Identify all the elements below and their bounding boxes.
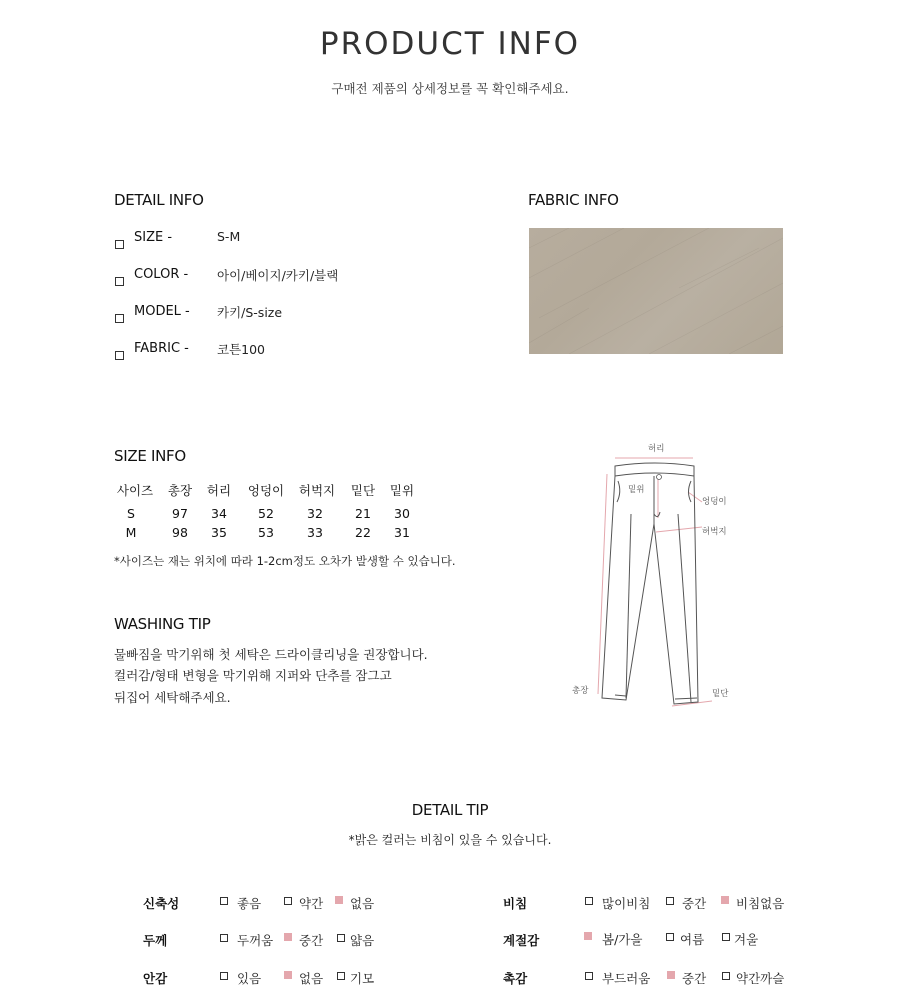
page-title: PRODUCT INFO	[319, 26, 581, 62]
diagram-label-thigh: 허벅지	[702, 527, 727, 537]
diagram-label-rise: 밑위	[628, 485, 645, 495]
washing-tip-line: 뒤집어 세탁해주세요.	[114, 690, 231, 705]
washing-tip-heading: WASHING TIP	[114, 615, 211, 633]
diagram-label-waist: 허리	[648, 444, 665, 454]
checkbox-filled-icon	[667, 971, 675, 979]
checkbox-empty-icon	[220, 972, 228, 980]
size-info-heading: SIZE INFO	[114, 447, 186, 465]
checkbox-icon	[115, 308, 124, 327]
tip-option: 좋음	[237, 896, 262, 911]
checkbox-empty-icon	[666, 897, 674, 905]
diagram-label-hip: 엉덩이	[702, 497, 727, 507]
tip-option: 중간	[682, 896, 707, 911]
tip-option: 많이비침	[602, 896, 651, 911]
detail-value-color: 아이/베이지/카키/블랙	[217, 268, 339, 283]
detail-value-fabric: 코튼100	[217, 342, 266, 357]
size-col-header: 밑위	[389, 483, 415, 498]
tip-option-selected: 봄/가을	[602, 932, 643, 947]
tip-option: 여름	[680, 932, 705, 947]
detail-label-size: SIZE -	[134, 230, 173, 245]
washing-tip-line: 물빠짐을 막기위해 첫 세탁은 드라이클리닝을 권장합니다.	[114, 647, 428, 662]
checkbox-icon	[115, 345, 124, 364]
tip-option: 약간	[299, 896, 324, 911]
checkbox-empty-icon	[284, 897, 292, 905]
tip-option: 기모	[350, 971, 375, 986]
size-col-header: 밑단	[350, 483, 376, 498]
diagram-label-hem: 밑단	[712, 689, 729, 699]
checkbox-empty-icon	[220, 897, 228, 905]
checkbox-empty-icon	[666, 933, 674, 941]
size-cell: 31	[394, 525, 410, 540]
button-icon	[657, 475, 662, 480]
size-cell: 97	[172, 506, 188, 521]
tip-label-lining: 안감	[143, 971, 168, 986]
checkbox-filled-icon	[584, 932, 592, 940]
tip-option: 약간까슬	[736, 971, 785, 986]
size-cell: 32	[307, 506, 323, 521]
tip-option-selected: 중간	[299, 933, 324, 948]
measure-lines	[598, 458, 712, 706]
checkbox-empty-icon	[722, 933, 730, 941]
diagram-label-length: 총장	[572, 686, 589, 696]
checkbox-icon	[115, 234, 124, 253]
tip-option-selected: 없음	[350, 896, 375, 911]
tip-option-selected: 비침없음	[736, 896, 785, 911]
tip-label-thickness: 두께	[143, 933, 168, 948]
size-col-header: 허리	[206, 483, 232, 498]
tip-label-sheerness: 비침	[503, 896, 528, 911]
fabric-info-heading: FABRIC INFO	[528, 191, 619, 209]
tip-label-season: 계절감	[503, 933, 540, 948]
detail-label-color: COLOR -	[134, 267, 189, 282]
tip-option: 부드러움	[602, 971, 651, 986]
size-cell: 21	[355, 506, 371, 521]
size-col-header: 허벅지	[298, 483, 336, 498]
detail-value-model: 카키/S-size	[217, 305, 283, 320]
tip-option: 겨울	[734, 932, 759, 947]
size-note: *사이즈는 재는 위치에 따라 1-2cm정도 오차가 발생할 수 있습니다.	[114, 554, 456, 568]
checkbox-empty-icon	[585, 897, 593, 905]
size-col-header: 사이즈	[116, 483, 154, 498]
size-cell: M	[125, 525, 137, 540]
size-cell: 34	[211, 506, 227, 521]
tip-option-selected: 없음	[299, 971, 324, 986]
checkbox-empty-icon	[722, 972, 730, 980]
checkbox-empty-icon	[337, 972, 345, 980]
size-cell: S	[127, 506, 135, 521]
size-cell: 52	[258, 506, 274, 521]
size-col-header: 총장	[167, 483, 193, 498]
checkbox-filled-icon	[721, 896, 729, 904]
size-cell: 53	[258, 525, 274, 540]
detail-tip-heading: DETAIL TIP	[411, 801, 489, 819]
checkbox-filled-icon	[284, 971, 292, 979]
tip-label-texture: 촉감	[503, 971, 528, 986]
pants-size-diagram	[560, 436, 740, 711]
tip-label-stretch: 신축성	[143, 896, 180, 911]
checkbox-filled-icon	[335, 896, 343, 904]
detail-info-heading: DETAIL INFO	[114, 191, 204, 209]
checkbox-icon	[115, 271, 124, 290]
detail-tip-note: *밝은 컬러는 비침이 있을 수 있습니다.	[348, 833, 552, 847]
tip-option: 얇음	[350, 933, 375, 948]
checkbox-empty-icon	[220, 934, 228, 942]
size-cell: 22	[355, 525, 371, 540]
tip-option: 두꺼움	[237, 933, 274, 948]
fabric-swatch-image	[529, 228, 783, 354]
checkbox-empty-icon	[585, 972, 593, 980]
size-cell: 30	[394, 506, 410, 521]
size-cell: 98	[172, 525, 188, 540]
size-col-header: 엉덩이	[247, 483, 285, 498]
tip-option: 있음	[237, 971, 262, 986]
detail-value-size: S-M	[217, 229, 241, 244]
size-cell: 35	[211, 525, 227, 540]
pants-outline	[602, 463, 698, 704]
detail-label-fabric: FABRIC -	[134, 341, 189, 356]
detail-label-model: MODEL -	[134, 304, 190, 319]
tip-option-selected: 중간	[682, 971, 707, 986]
page-subtitle: 구매전 제품의 상세정보를 꼭 확인해주세요.	[331, 81, 569, 96]
washing-tip-line: 컬러감/형태 변형을 막기위해 지퍼와 단추를 잠그고	[114, 668, 392, 683]
checkbox-empty-icon	[337, 934, 345, 942]
size-cell: 33	[307, 525, 323, 540]
checkbox-filled-icon	[284, 933, 292, 941]
